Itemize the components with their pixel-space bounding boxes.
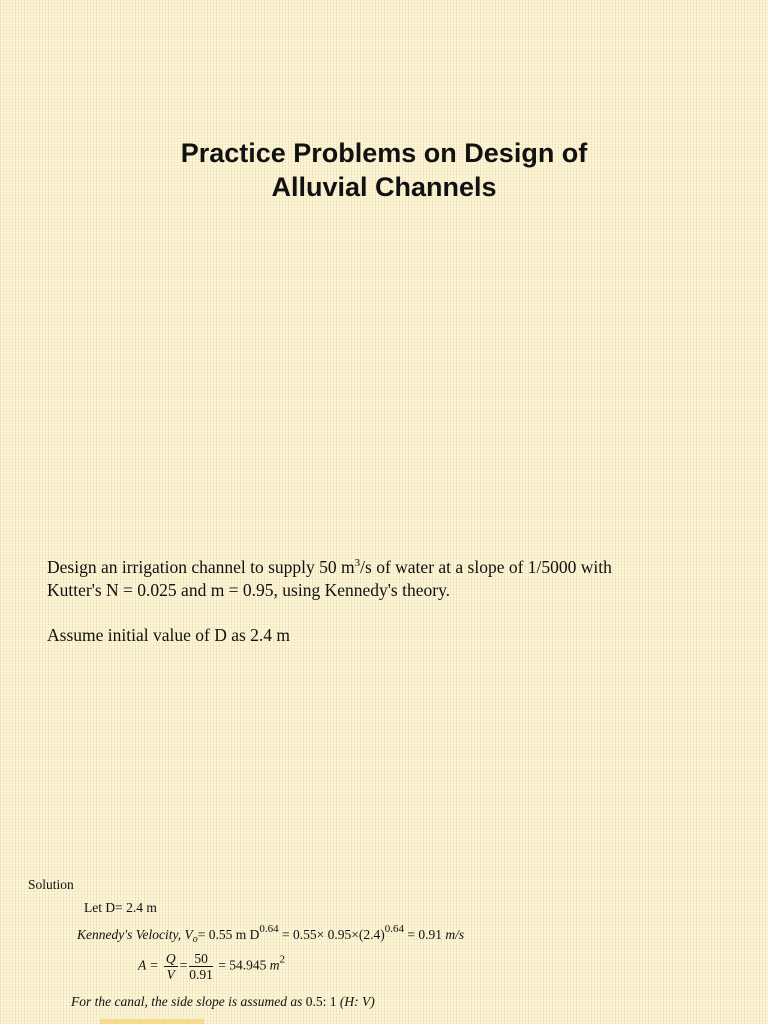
velocity-result: = 0.91 bbox=[403, 927, 446, 942]
assumption-text: Assume initial value of D as 2.4 m bbox=[47, 625, 291, 645]
area-unit-superscript: 2 bbox=[279, 953, 285, 966]
value-fraction bbox=[189, 951, 213, 982]
let-d-line: Let D= 2.4 m bbox=[84, 900, 157, 915]
problem-line-1-start: Design an irrigation channel to supply 50 m bbox=[47, 557, 355, 577]
problem-line-2: Kutter's N = 0.025 and m = 0.95, using Kennedy's theory. bbox=[47, 580, 451, 600]
fraction-denominator-091: 0.91 bbox=[189, 967, 213, 982]
solution-heading: Solution bbox=[28, 877, 74, 892]
fraction-denominator-v: V bbox=[166, 967, 175, 982]
velocity-label: Kennedy's Velocity, V bbox=[77, 927, 193, 942]
side-slope-ratio: 0.5: 1 bbox=[305, 994, 340, 1009]
problem-line-1-end: /s of water at a slope of 1/5000 with bbox=[360, 557, 612, 577]
problem-statement bbox=[47, 556, 747, 647]
q-over-v-fraction bbox=[164, 951, 178, 982]
problem-line-1 bbox=[47, 556, 747, 579]
fraction-numerator-q: Q bbox=[165, 951, 176, 966]
velocity-formula-part-2: = 0.55× 0.95×(2.4) bbox=[278, 927, 385, 942]
cubic-superscript: 3 bbox=[354, 557, 361, 569]
fraction-numerator-50: 50 bbox=[189, 951, 213, 967]
velocity-exponent-1: 0.64 bbox=[259, 923, 279, 935]
velocity-formula-part-1: = 0.55 m D bbox=[197, 927, 260, 942]
side-slope-line bbox=[71, 994, 375, 1010]
velocity-equation bbox=[77, 923, 465, 945]
side-slope-text: For the canal, the side slope is assumed as bbox=[71, 994, 306, 1009]
area-unit: m bbox=[269, 957, 280, 973]
title-line-1: Practice Problems on Design of bbox=[180, 138, 588, 168]
area-lhs: A = bbox=[138, 957, 162, 973]
side-slope-hv: (H: V) bbox=[339, 994, 375, 1009]
page-title bbox=[0, 136, 768, 204]
area-result: = 54.945 bbox=[214, 957, 270, 973]
highlight-strip bbox=[100, 1019, 204, 1024]
velocity-unit: m/s bbox=[445, 927, 465, 942]
velocity-exponent-2: 0.64 bbox=[384, 923, 404, 935]
title-line-2: Alluvial Channels bbox=[271, 172, 497, 202]
velocity-subscript: o bbox=[192, 934, 198, 945]
area-equation: A = $\frac{Q}{V}$ = $\frac{50}{0.91}$ = 54.945 $m^2$ bbox=[138, 951, 285, 982]
